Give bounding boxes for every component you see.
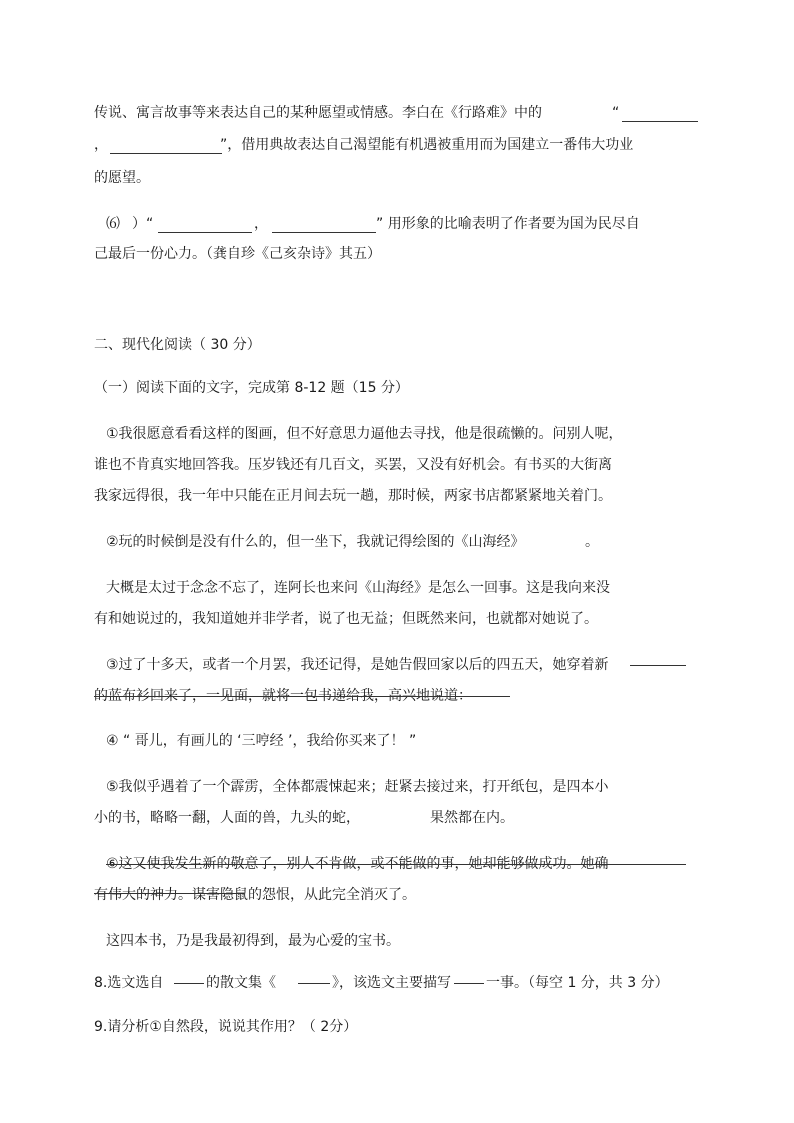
paragraph-line: ①我很愿意看看这样的图画，但不好意思力逼他去寻找，他是很疏懒的。问别人呢， xyxy=(106,426,623,442)
paragraph-line: ④ “ 哥儿，有画儿的 ‘三哼经 ’，我给你买来了！ ” xyxy=(106,733,417,749)
answer-blank[interactable] xyxy=(272,232,376,233)
section-heading: 二、现代化阅读（ 30 分） xyxy=(94,337,261,353)
answer-blank[interactable] xyxy=(622,121,698,122)
paragraph-line: 这四本书，乃是我最初得到，最为心爱的宝书。 xyxy=(106,933,400,949)
text-line: ”，借用典故表达自己渴望能有机遇被重用而为国建立一番伟大功业 xyxy=(220,137,634,153)
paragraph-line: 。 xyxy=(585,534,599,550)
strikethrough-line xyxy=(94,696,510,697)
text-line: 的愿望。 xyxy=(94,170,150,186)
strikethrough-line xyxy=(106,864,686,865)
paragraph-line: ③过了十多天，或者一个月罢，我还记得，是她告假回家以后的四五天，她穿着新 xyxy=(106,657,609,673)
paragraph-line: 谁也不肯真实地回答我。压岁钱还有几百文，买罢，又没有好机会。有书买的大街离 xyxy=(94,457,612,473)
question-text: 的散文集《 xyxy=(206,975,276,991)
paragraph-line: 我家远得很，我一年中只能在正月间去玩一趟，那时候，两家书店都紧紧地关着门。 xyxy=(94,488,612,504)
paragraph-line: 的蓝布衫回来了，一见面，就将一包书递给我，高兴地说道： xyxy=(94,688,472,704)
text-line: 传说、寓言故事等来表达自己的某种愿望或情感。李白在《行路难》中的 xyxy=(94,105,542,121)
text-line: ）“ xyxy=(132,216,154,232)
comma: ， xyxy=(254,216,268,232)
question-text: 》，该选文主要描写 xyxy=(332,975,451,991)
answer-blank[interactable] xyxy=(454,983,484,984)
question-text: 一事。（每空 1 分，共 3 分） xyxy=(486,975,669,991)
answer-blank[interactable] xyxy=(298,983,330,984)
paragraph-line: ⑤我似乎遇着了一个霹雳，全体都震悚起来；赶紧去接过来，打开纸包，是四本小 xyxy=(106,779,609,795)
question-text: 9.请分析①自然段，说说其作用？（ 2分） xyxy=(94,1019,358,1035)
answer-blank[interactable] xyxy=(174,983,204,984)
comma: ， xyxy=(94,137,108,153)
paragraph-line: ⑥这又使我发生新的敬意了，别人不肯做，或不能做的事，她却能够做成功。她确 xyxy=(106,856,609,872)
paragraph-line: 有和她说过的，我知道她并非学者，说了也无益；但既然来问，也就都对她说了。 xyxy=(94,611,598,627)
question-number: ⑹ xyxy=(106,216,120,232)
strikethrough-line xyxy=(630,665,686,666)
strikethrough-line xyxy=(94,893,244,894)
part-heading: （一）阅读下面的文字，完成第 8-12 题（15 分） xyxy=(94,380,409,396)
paragraph-line: ②玩的时候倒是没有什么的，但一坐下，我就记得绘图的《山海经》 xyxy=(106,534,525,550)
quote-mark: “ xyxy=(612,105,620,121)
question-text: 8.选文选自 xyxy=(94,975,164,991)
paragraph-line: 果然都在内。 xyxy=(430,810,514,826)
answer-blank[interactable] xyxy=(110,153,222,154)
answer-blank[interactable] xyxy=(158,232,252,233)
paragraph-line: 有伟大的神力。谋害隐鼠的怨恨，从此完全消灭了。 xyxy=(94,887,416,903)
text-line: ” 用形象的比喻表明了作者要为国为民尽自 xyxy=(376,216,640,232)
paragraph-line: 大概是太过于念念不忘了，连阿长也来问《山海经》是怎么一回事。这是我向来没 xyxy=(106,580,610,596)
paragraph-line: 小的书，略略一翻，人面的兽，九头的蛇， xyxy=(94,810,360,826)
text-line: 己最后一份心力。（龚自珍《己亥杂诗》其五） xyxy=(94,246,381,262)
